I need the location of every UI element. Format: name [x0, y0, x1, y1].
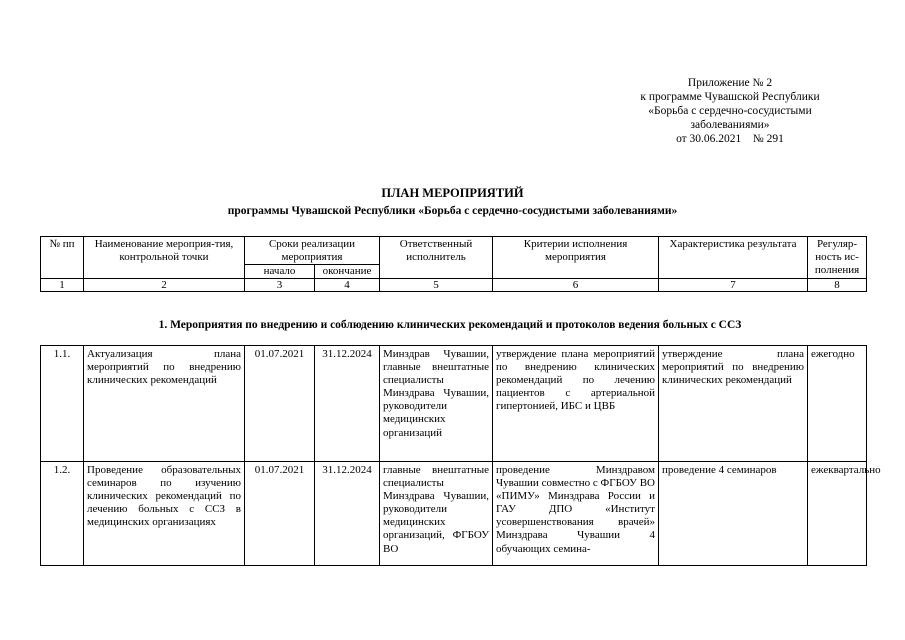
- row-criteria: утверждение плана мероприятий по внедрению клинических рекомендаций по лечению пациентов с артериальной гипертонией, ИБС и ЦВБ: [493, 346, 659, 462]
- row-number: 1.1.: [41, 346, 84, 462]
- document-title: ПЛАН МЕРОПРИЯТИЙ: [381, 186, 524, 200]
- column-number: 3: [245, 279, 315, 292]
- appendix-block: [560, 76, 900, 146]
- row-event-name: Актуализация плана мероприятий по внедрению клинических рекомендаций: [84, 346, 245, 462]
- table-row: [41, 346, 867, 462]
- appendix-date-line: от 30.06.2021 № 291: [676, 133, 784, 145]
- appendix-line: к программе Чувашской Республики: [640, 91, 820, 103]
- document-subtitle: программы Чувашской Республики «Борьба с сердечно-сосудистыми заболеваниями»: [227, 205, 678, 217]
- row-executor: главные внештатные специалисты Минздрава Чувашии, руководители медицинских организаций, ФГБОУ ВО: [380, 462, 493, 566]
- row-start-date: 01.07.2021: [245, 462, 315, 566]
- header-criteria: Критерии исполнения мероприятия: [493, 237, 659, 279]
- row-executor: Минздрав Чувашии, главные внештатные специалисты Минздрава Чувашии, руководители медицинских организаций: [380, 346, 493, 462]
- row-regularity: ежеквартально: [808, 462, 867, 566]
- row-number: 1.2.: [41, 462, 84, 566]
- column-number: 4: [315, 279, 380, 292]
- column-number: 7: [659, 279, 808, 292]
- column-number: 2: [84, 279, 245, 292]
- row-start-date: 01.07.2021: [245, 346, 315, 462]
- row-end-date: 31.12.2024: [315, 346, 380, 462]
- column-number: 6: [493, 279, 659, 292]
- row-regularity: ежегодно: [808, 346, 867, 462]
- header-executor: Ответственный исполнитель: [380, 237, 493, 279]
- header-result: Характеристика результата: [659, 237, 808, 279]
- column-number: 5: [380, 279, 493, 292]
- column-number: 8: [808, 279, 867, 292]
- header-regularity: Регуляр-ность ис-полнения: [808, 237, 867, 279]
- header-end: окончание: [315, 265, 380, 279]
- header-start: начало: [245, 265, 315, 279]
- appendix-line: «Борьба с сердечно-сосудистыми: [648, 105, 812, 117]
- plan-body-table: [40, 345, 881, 566]
- plan-header-table: [40, 236, 867, 292]
- table-row: [41, 462, 867, 566]
- section-title: 1. Мероприятия по внедрению и соблюдению клинических рекомендаций и протоколов ведения больных с ССЗ: [158, 319, 742, 331]
- appendix-line: Приложение № 2: [687, 77, 773, 89]
- header-number: № пп: [41, 237, 84, 279]
- header-event-name: Наименование мероприя-тия, контрольной точки: [84, 237, 245, 279]
- row-criteria: проведение Минздравом Чувашии совместно с ФГБОУ ВО «ПИМУ» Минздрава России и ГАУ ДПО «Институт усовершенствования врачей» Минздрава Чувашии 4 обучающих семина-: [493, 462, 659, 566]
- header-deadlines: Сроки реализации мероприятия: [245, 237, 380, 265]
- row-end-date: 31.12.2024: [315, 462, 380, 566]
- row-result: проведение 4 семинаров: [659, 462, 808, 566]
- row-event-name: Проведение образовательных семинаров по изучению клинических рекомендаций по лечению больных с ССЗ в медицинских организациях: [84, 462, 245, 566]
- appendix-line: заболеваниями»: [690, 119, 770, 131]
- row-result: утверждение плана мероприятий по внедрению клинических рекомендаций: [659, 346, 808, 462]
- column-number: 1: [41, 279, 84, 292]
